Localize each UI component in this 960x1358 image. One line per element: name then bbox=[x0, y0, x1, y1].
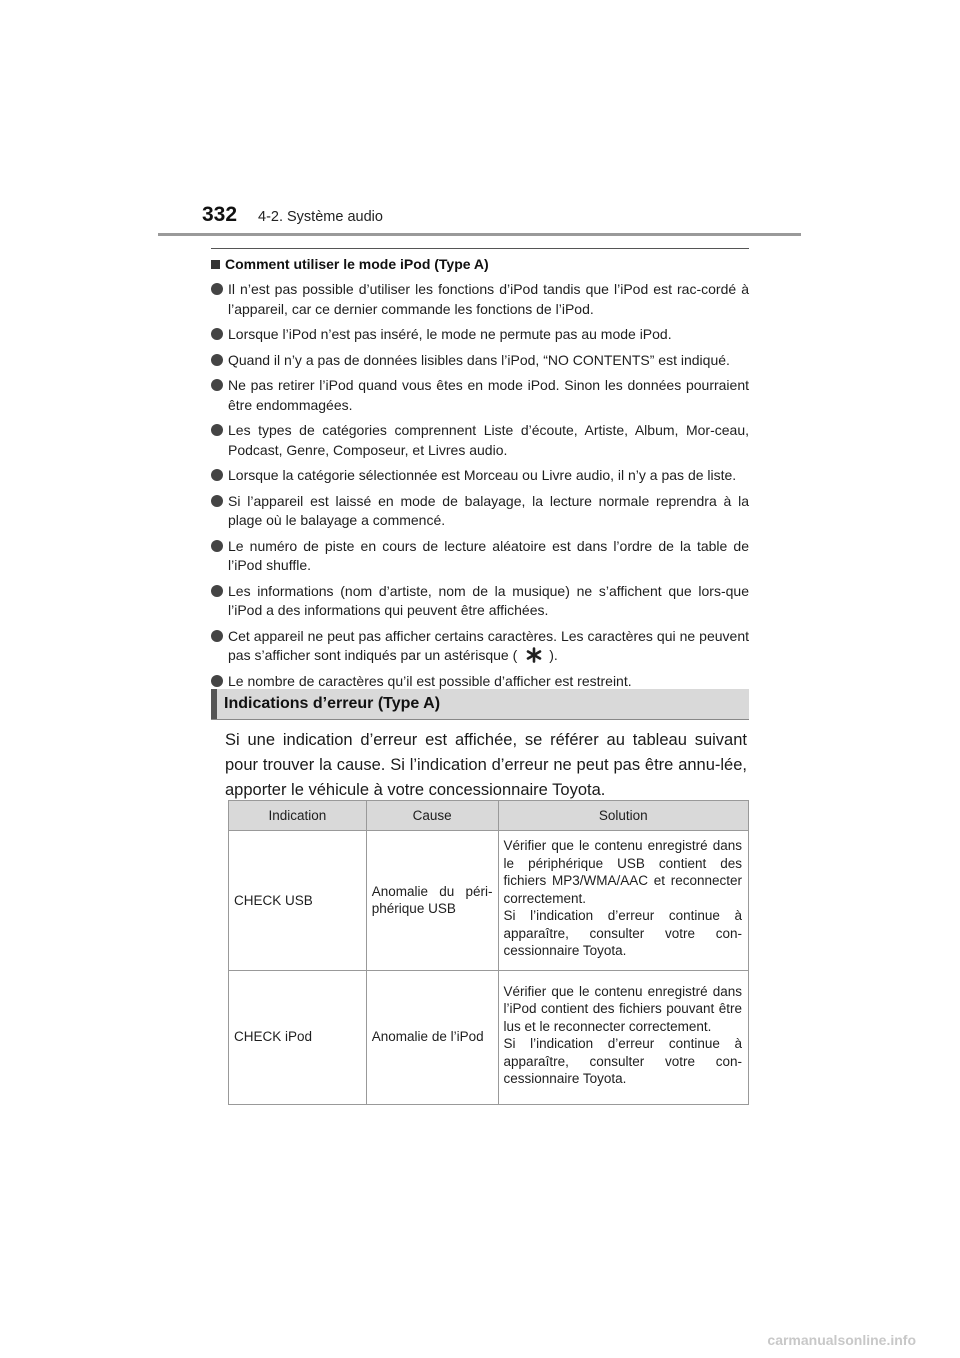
table-row bbox=[229, 970, 749, 1104]
header-indication: Indication bbox=[229, 801, 367, 831]
cell-indication: CHECK iPod bbox=[229, 970, 367, 1104]
list-item bbox=[211, 351, 749, 371]
bullet-icon bbox=[211, 495, 223, 507]
error-section-heading bbox=[211, 689, 749, 720]
list-item-text: Ne pas retirer l’iPod quand vous êtes en mode iPod. Sinon les données pourraient être endommagées. bbox=[228, 377, 749, 413]
list-item bbox=[211, 627, 749, 666]
cell-cause: Anomalie du péri-phérique USB bbox=[366, 831, 498, 971]
bullet-icon bbox=[211, 354, 223, 366]
cell-indication: CHECK USB bbox=[229, 831, 367, 971]
square-bullet-icon bbox=[211, 260, 220, 269]
solution-step: Si l’indication d’erreur continue à apparaître, consulter votre con-cessionnaire Toyota. bbox=[503, 1036, 742, 1086]
header-cause: Cause bbox=[366, 801, 498, 831]
list-item-text-end: ). bbox=[549, 647, 558, 663]
bullet-icon bbox=[211, 379, 223, 391]
cell-cause: Anomalie de l’iPod bbox=[366, 970, 498, 1104]
solution-step: Vérifier que le contenu enregistré dans le périphérique USB contient des fichiers MP3/WMA/AAC et reconnecter correctement. bbox=[503, 838, 742, 906]
header-solution: Solution bbox=[498, 801, 748, 831]
list-item-text: Les informations (nom d’artiste, nom de la musique) ne s’affichent que lors-que l’iPod a des informations qui peuvent être affichées. bbox=[228, 582, 749, 618]
ipod-notes-heading bbox=[211, 256, 749, 272]
list-item-text: Il n’est pas possible d’utiliser les fonctions d’iPod tandis que l’iPod est rac-cordé à l’appareil, car ce dernier commande les fonctions de l’iPod. bbox=[228, 281, 749, 317]
header-divider bbox=[158, 233, 801, 236]
cell-solution bbox=[498, 831, 748, 971]
list-item bbox=[211, 421, 749, 460]
table-header-row bbox=[229, 801, 749, 831]
content-divider bbox=[211, 248, 749, 249]
list-item bbox=[211, 280, 749, 319]
list-item bbox=[211, 492, 749, 531]
table-row bbox=[229, 831, 749, 971]
error-section-title: Indications d’erreur (Type A) bbox=[224, 695, 441, 712]
bullet-icon bbox=[211, 283, 223, 295]
ipod-notes bbox=[211, 256, 749, 697]
error-table bbox=[228, 800, 749, 1105]
heading-accent-bar bbox=[211, 689, 217, 719]
bullet-icon bbox=[211, 630, 223, 642]
solution-step: Vérifier que le contenu enregistré dans l’iPod contient des fichiers pouvant être lus et le reconnecter correctement. bbox=[503, 983, 742, 1034]
list-item bbox=[211, 325, 749, 345]
list-item bbox=[211, 376, 749, 415]
list-item bbox=[211, 537, 749, 576]
bullet-icon bbox=[211, 424, 223, 436]
bullet-icon bbox=[211, 469, 223, 481]
list-item bbox=[211, 582, 749, 621]
cell-solution bbox=[498, 970, 748, 1104]
list-item-text: Lorsque la catégorie sélectionnée est Morceau ou Livre audio, il n’y a pas de liste. bbox=[228, 467, 737, 483]
ipod-notes-title: Comment utiliser le mode iPod (Type A) bbox=[225, 256, 489, 272]
section-title: 4-2. Système audio bbox=[258, 209, 383, 225]
list-item-text: Cet appareil ne peut pas afficher certains caractères. Les caractères qui ne peuvent pas s’afficher sont indiqués par un astérisque ( bbox=[228, 627, 749, 663]
list-item-text: Si l’appareil est laissé en mode de balayage, la lecture normale reprendra à la plage où le balayage a commencé. bbox=[228, 492, 749, 528]
bullet-icon bbox=[211, 585, 223, 597]
bullet-icon bbox=[211, 675, 223, 687]
bullet-icon bbox=[211, 540, 223, 552]
list-item-text: Le nombre de caractères qu’il est possible d’afficher est restreint. bbox=[228, 672, 632, 689]
page-number: 332 bbox=[202, 203, 238, 226]
list-item-text: Lorsque l’iPod n’est pas inséré, le mode ne permute pas au mode iPod. bbox=[228, 326, 672, 342]
solution-step: Si l’indication d’erreur continue à apparaître, consulter votre con-cessionnaire Toyota. bbox=[503, 908, 742, 958]
list-item-text: Quand il n’y a pas de données lisibles dans l’iPod, “NO CONTENTS” est indiqué. bbox=[228, 351, 730, 368]
list-item-text: Le numéro de piste en cours de lecture aléatoire est dans l’ordre de la table de l’iPod shuffle. bbox=[228, 537, 749, 573]
ipod-notes-list bbox=[211, 280, 749, 691]
bullet-icon bbox=[211, 328, 223, 340]
watermark: carmanualsonline.info bbox=[767, 1332, 916, 1348]
list-item bbox=[211, 466, 749, 486]
list-item-text: Les types de catégories comprennent Liste d’écoute, Artiste, Album, Mor-ceau, Podcast, Genre, Composeur, et Livres audio. bbox=[228, 422, 749, 458]
error-intro-text: Si une indication d’erreur est affichée, se référer au tableau suivant pour trouver la cause. Si l’indication d’erreur ne peut pas être annu-lée, apporter le véhicule à votre concessionnaire Toyota. bbox=[225, 731, 747, 799]
asterisk-icon bbox=[523, 647, 545, 663]
